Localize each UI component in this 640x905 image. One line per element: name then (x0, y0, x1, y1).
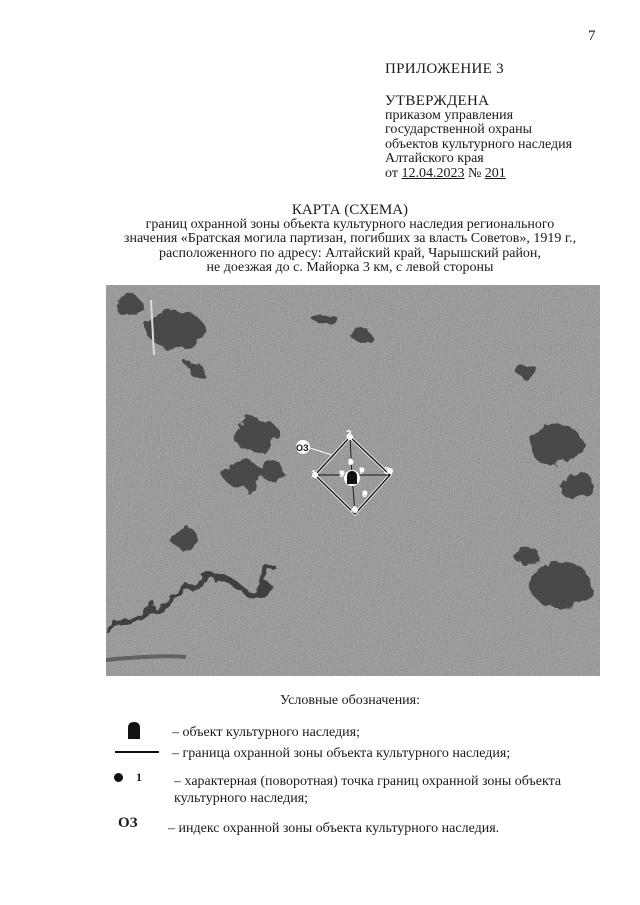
legend-text-line: – характерная (поворотная) точка границ охранной зоны объекта (174, 774, 562, 789)
legend-text: – объект культурного наследия; (172, 725, 360, 740)
svg-text:4: 4 (351, 505, 357, 516)
appendix-label: ПРИЛОЖЕНИЕ 3 (385, 61, 504, 77)
legend-text-line: культурного наследия; (174, 791, 309, 806)
zone-point-6 (348, 457, 354, 467)
svg-text:ОЗ: ОЗ (296, 443, 309, 453)
legend-text: – граница охранной зоны объекта культурного наследия; (172, 746, 511, 761)
zone-point-7 (359, 466, 365, 476)
satellite-map (106, 285, 600, 676)
order-no-sign: № (467, 165, 482, 181)
zone-index-symbol: ОЗ (118, 815, 138, 831)
order-line (385, 167, 572, 182)
svg-text:8: 8 (362, 489, 368, 499)
legend-text: – индекс охранной зоны объекта культурного наследия. (168, 821, 500, 836)
monument-icon (344, 470, 360, 486)
map-subtitle-line: расположенного по адресу: Алтайский край, Чарышский район, (159, 245, 541, 261)
map-title: КАРТА (СХЕМА) (291, 202, 409, 218)
svg-text:5: 5 (339, 469, 345, 479)
point-dot-label: 1 (136, 770, 142, 784)
order-date: 12.04.2023 (401, 165, 465, 181)
map-subtitle-line: значения «Братская могила партизан, погибших за власть Советов», 1919 г., (123, 231, 577, 246)
map-title-block (100, 203, 600, 276)
zone-point-8 (362, 489, 368, 499)
legend-title: Условные обозначения: (279, 693, 421, 708)
svg-text:1: 1 (311, 469, 317, 480)
approved-line: объектов культурного наследия (385, 136, 573, 152)
order-prefix: от (385, 165, 398, 181)
map-subtitle-line: не доезжая до с. Майорка 3 км, с левой стороны (206, 260, 494, 275)
legend-text (174, 773, 614, 807)
svg-text:3: 3 (384, 466, 390, 477)
point-dot-symbol (114, 773, 123, 782)
monument-icon (126, 721, 142, 739)
approval-block (385, 94, 572, 181)
approved-line: приказом управления (385, 107, 514, 123)
svg-text:2: 2 (346, 429, 352, 440)
approved-title: УТВЕРЖДЕНА (385, 93, 490, 109)
svg-text:6: 6 (348, 457, 354, 467)
zone-point-5 (339, 469, 345, 479)
approved-line: государственной охраны (385, 122, 533, 137)
page-number: 7 (588, 28, 596, 44)
svg-text:7: 7 (359, 466, 365, 476)
approved-line: Алтайского края (385, 151, 484, 166)
boundary-line-symbol (115, 751, 159, 753)
map-subtitle-line: границ охранной зоны объекта культурного наследия регионального (145, 216, 555, 232)
order-number: 201 (484, 165, 506, 181)
